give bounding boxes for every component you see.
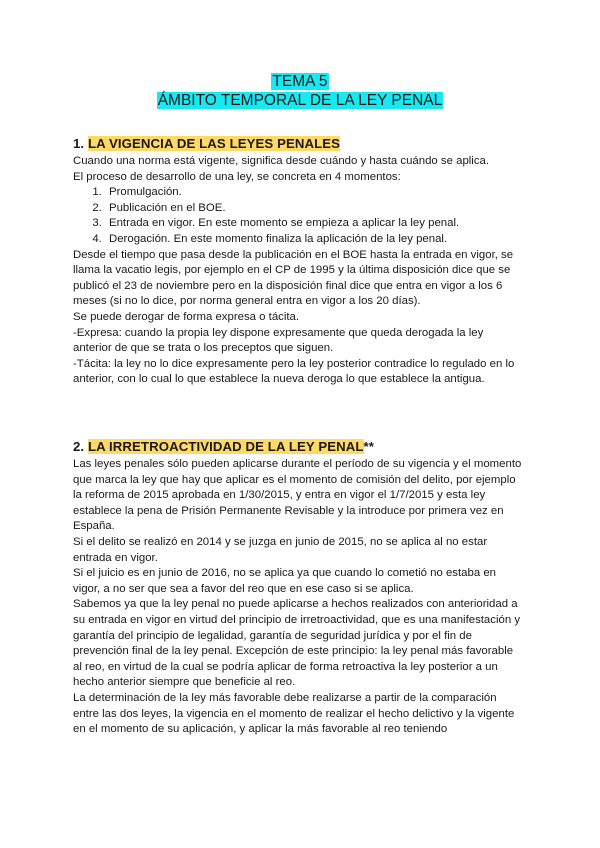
paragraph: -Tácita: la ley no lo dice expresamente pero la ley posterior contradice lo regulado en lo anterior, con lo cual lo que establece la nueva deroga lo que establece la antigua. — [73, 357, 515, 386]
list-item: 2. Publicación en el BOE. — [105, 201, 523, 217]
section-heading: 2. LA IRRETROACTIVIDAD DE LA LEY PENAL** — [73, 439, 374, 454]
paragraph: El proceso de desarrollo de una ley, se concreta en 4 momentos: — [73, 170, 401, 183]
paragraph: Se puede derogar de forma expresa o tácita. — [73, 310, 300, 323]
document-title-subject: ÁMBITO TEMPORAL DE LA LEY PENAL — [157, 92, 443, 109]
paragraph: La determinación de la ley más favorable debe realizarse a partir de la comparación entre las dos leyes, la vigencia en el momento de realizar el hecho delictivo y la vigente en el momento de su aplicación, y aplicar la más favorable al reo teniendo — [73, 691, 515, 736]
title-block — [0, 72, 600, 110]
section-heading: 1. LA VIGENCIA DE LAS LEYES PENALES — [73, 136, 341, 151]
document-title-topic: TEMA 5 — [272, 73, 328, 90]
section-heading-text: LA VIGENCIA DE LAS LEYES PENALES — [87, 136, 341, 151]
paragraph: Las leyes penales sólo pueden aplicarse durante el período de su vigencia y el momento que marca la ley que hay que aplicar es el momento de comisión del delito, por ejemplo la reforma de 2015 aprobada en 1/30/2015, y entra en vigor el 1/7/2015 y esta ley establece la pena de Prisión Permanente Revisable y la introduce por primera vez en España. — [73, 458, 522, 533]
section-irretroactividad — [73, 438, 523, 738]
paragraph: Si el juicio es en junio de 2016, no se aplica ya que cuando lo cometió no estaba en vigor, a no ser que sea a favor del reo que en ese caso si se aplica. — [73, 567, 497, 595]
numbered-list — [73, 185, 523, 247]
paragraph: Si el delito se realizó en 2014 y se juzga en junio de 2015, no se aplica al no estar entrada en vigor. — [73, 535, 488, 564]
heading-asterisks: ** — [363, 439, 374, 454]
paragraph: Sabemos ya que la ley penal no puede aplicarse a hechos realizados con anterioridad a su entrada en vigor en virtud del principio de irretroactividad, que es una manifestación y garantía del principio de legalidad, garantía de seguridad jurídica y por el fin de prevención final de la ley penal. Excepción de este principio: la ley penal más favorable al reo, en virtud de la cual se podría aplicar de forma retroactiva la ley posterior a un hecho anterior siempre que beneficie al reo. — [73, 598, 521, 689]
list-item: 3. Entrada en vigor. En este momento se empieza a aplicar la ley penal. — [105, 216, 523, 232]
paragraph: -Expresa: cuando la propia ley dispone expresamente que queda derogada la ley anterior de que se trata o los preceptos que siguen. — [73, 326, 484, 355]
list-item: 1. Promulgación. — [105, 185, 523, 201]
list-item: 4. Derogación. En este momento finaliza la aplicación de la ley penal. — [105, 232, 523, 248]
paragraph: Desde el tiempo que pasa desde la publicación en el BOE hasta la entrada en vigor, se llama la vacatio legis, por ejemplo en el CP de 1995 y la última disposición dice que se publicó el 23 de noviembre pero en la disposición final dice que entra en vigor a los 6 meses (si no lo dice, por norma general entra en vigor a los 20 días). — [73, 248, 514, 308]
paragraph: Cuando una norma está vigente, significa desde cuándo y hasta cuándo se aplica. — [73, 155, 490, 167]
section-heading-text: LA IRRETROACTIVIDAD DE LA LEY PENAL — [87, 439, 364, 454]
section-vigencia — [73, 135, 523, 388]
